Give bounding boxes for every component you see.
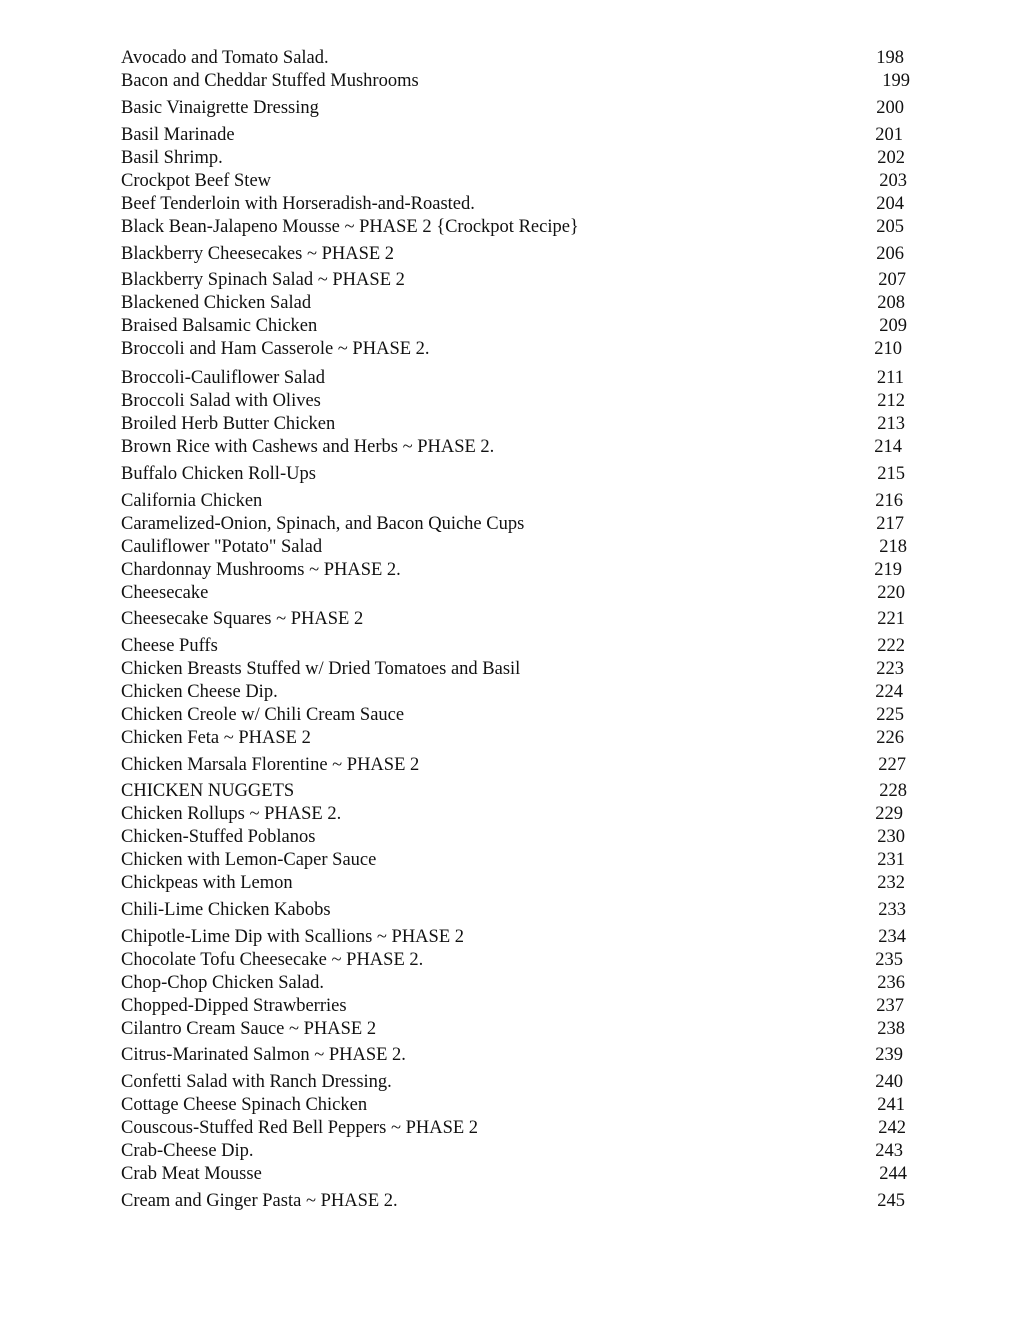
toc-entry [121, 392, 905, 414]
toc-entry-page-number: 209 [879, 316, 907, 336]
toc-entry [121, 1165, 905, 1187]
toc-entry-page-number: 244 [879, 1164, 907, 1184]
toc-entry [121, 1142, 905, 1164]
toc-entry [121, 561, 905, 583]
toc-entry-page-number: 210 [874, 339, 902, 359]
toc-entry-title: Black Bean-Jalapeno Mousse ~ PHASE 2 {Crockpot Recipe} [121, 217, 579, 237]
toc-entry-page-number: 234 [878, 927, 906, 947]
toc-entry-page-number: 223 [876, 659, 904, 679]
toc-entry [121, 951, 905, 973]
toc-entry-page-number: 203 [879, 171, 907, 191]
toc-entry-page-number: 230 [877, 827, 905, 847]
toc-entry [121, 683, 905, 705]
toc-entry-title: Blackberry Cheesecakes ~ PHASE 2 [121, 244, 395, 264]
toc-entry-title: Basic Vinaigrette Dressing [121, 98, 319, 118]
toc-entry-page-number: 220 [877, 583, 905, 603]
toc-entry-title: Chicken-Stuffed Poblanos [121, 827, 316, 847]
toc-entry-title: CHICKEN NUGGETS [121, 781, 295, 801]
toc-entry-title: Broccoli Salad with Olives [121, 391, 321, 411]
toc-entry [121, 294, 905, 316]
toc-entry-title: Confetti Salad with Ranch Dressing. [121, 1072, 392, 1092]
toc-entry-title: Cauliflower "Potato" Salad [121, 537, 323, 557]
toc-entry-title: Chicken Marsala Florentine ~ PHASE 2 [121, 755, 420, 775]
toc-entry [121, 99, 905, 121]
toc-entry-title: Cheese Puffs [121, 636, 218, 656]
toc-entry [121, 756, 905, 778]
toc-entry [121, 660, 905, 682]
toc-entry [121, 997, 905, 1019]
toc-entry-page-number: 215 [877, 464, 905, 484]
toc-entry [121, 828, 905, 850]
toc-entry-title: Basil Shrimp. [121, 148, 223, 168]
toc-entry-title: Chickpeas with Lemon [121, 873, 293, 893]
toc-entry [121, 1073, 905, 1095]
toc-entry-title: Broiled Herb Butter Chicken [121, 414, 336, 434]
toc-entry [121, 851, 905, 873]
toc-entry-page-number: 214 [874, 437, 902, 457]
toc-entry [121, 415, 905, 437]
toc-entry-page-number: 224 [875, 682, 903, 702]
toc-entry-title: Buffalo Chicken Roll-Ups [121, 464, 316, 484]
toc-entry-page-number: 208 [877, 293, 905, 313]
toc-entry-title: Cream and Ginger Pasta ~ PHASE 2. [121, 1191, 398, 1211]
toc-entry-title: Cheesecake Squares ~ PHASE 2 [121, 609, 364, 629]
toc-entry-page-number: 235 [875, 950, 903, 970]
toc-entry-title: Crockpot Beef Stew [121, 171, 272, 191]
toc-entry-page-number: 207 [878, 270, 906, 290]
toc-entry [121, 805, 905, 827]
toc-entry [121, 1020, 905, 1042]
toc-entry [121, 218, 905, 240]
toc-entry-title: Crab-Cheese Dip. [121, 1141, 254, 1161]
toc-entry-title: Chipotle-Lime Dip with Scallions ~ PHASE 2 [121, 927, 464, 947]
toc-entry-title: Chicken Breasts Stuffed w/ Dried Tomatoes and Basil [121, 659, 521, 679]
toc-entry-page-number: 236 [877, 973, 905, 993]
toc-entry-title: Chicken Creole w/ Chili Cream Sauce [121, 705, 405, 725]
toc-entry-title: Crab Meat Mousse [121, 1164, 262, 1184]
toc-entry-title: Couscous-Stuffed Red Bell Peppers ~ PHASE 2 [121, 1118, 479, 1138]
toc-entry-page-number: 222 [877, 636, 905, 656]
toc-entry-page-number: 228 [879, 781, 907, 801]
toc-entry-page-number: 212 [877, 391, 905, 411]
toc-entry-title: Beef Tenderloin with Horseradish-and-Roasted. [121, 194, 475, 214]
toc-entry [121, 584, 905, 606]
toc-entry [121, 369, 905, 391]
toc-entry [121, 706, 905, 728]
toc-entry-title: Brown Rice with Cashews and Herbs ~ PHASE 2. [121, 437, 495, 457]
toc-entry-title: Cottage Cheese Spinach Chicken [121, 1095, 368, 1115]
toc-entry-page-number: 231 [877, 850, 905, 870]
toc-entry-page-number: 204 [876, 194, 904, 214]
toc-entry [121, 245, 905, 267]
toc-entry [121, 974, 905, 996]
toc-entry-page-number: 232 [877, 873, 905, 893]
toc-entry-page-number: 237 [876, 996, 904, 1016]
toc-entry-page-number: 198 [876, 48, 904, 68]
toc-entry [121, 901, 905, 923]
toc-entry-title: Caramelized-Onion, Spinach, and Bacon Quiche Cups [121, 514, 525, 534]
toc-entry [121, 340, 905, 362]
toc-entry [121, 874, 905, 896]
toc-entry-page-number: 245 [877, 1191, 905, 1211]
toc-entry-page-number: 217 [876, 514, 904, 534]
toc-entry-title: Chop-Chop Chicken Salad. [121, 973, 324, 993]
toc-entry-page-number: 226 [876, 728, 904, 748]
toc-entry [121, 465, 905, 487]
toc-entry-page-number: 227 [878, 755, 906, 775]
toc-entry [121, 637, 905, 659]
toc-entry-page-number: 201 [875, 125, 903, 145]
toc-entry-title: Chicken Cheese Dip. [121, 682, 278, 702]
toc-entry-page-number: 239 [875, 1045, 903, 1065]
toc-entry [121, 438, 905, 460]
toc-entry-title: Chardonnay Mushrooms ~ PHASE 2. [121, 560, 401, 580]
toc-entry-page-number: 216 [875, 491, 903, 511]
toc-entry-title: Blackened Chicken Salad [121, 293, 312, 313]
toc-entry [121, 1046, 905, 1068]
toc-entry [121, 195, 905, 217]
toc-entry-title: Bacon and Cheddar Stuffed Mushrooms [121, 71, 419, 91]
toc-entry-page-number: 238 [877, 1019, 905, 1039]
toc-entry-page-number: 241 [877, 1095, 905, 1115]
toc-entry-title: Chicken Feta ~ PHASE 2 [121, 728, 311, 748]
toc-entry [121, 126, 905, 148]
toc-entry-title: Broccoli-Cauliflower Salad [121, 368, 325, 388]
toc-entry-title: Chicken with Lemon-Caper Sauce [121, 850, 377, 870]
toc-entry [121, 271, 905, 293]
toc-entry [121, 610, 905, 632]
toc-entry [121, 172, 905, 194]
toc-entry [121, 1119, 905, 1141]
toc-entry-title: Blackberry Spinach Salad ~ PHASE 2 [121, 270, 405, 290]
toc-entry-title: Citrus-Marinated Salmon ~ PHASE 2. [121, 1045, 406, 1065]
toc-entry [121, 729, 905, 751]
toc-entry-page-number: 225 [876, 705, 904, 725]
toc-entry [121, 928, 905, 950]
toc-entry [121, 1096, 905, 1118]
toc-entry-title: Chili-Lime Chicken Kabobs [121, 900, 331, 920]
toc-entry [121, 49, 905, 71]
toc-entry-page-number: 218 [879, 537, 907, 557]
toc-entry [121, 492, 905, 514]
toc-entry [121, 71, 910, 94]
toc-entry-title: Basil Marinade [121, 125, 235, 145]
toc-entry-page-number: 242 [878, 1118, 906, 1138]
toc-entry-page-number: 205 [876, 217, 904, 237]
toc-entry-page-number: 221 [877, 609, 905, 629]
toc-entry [121, 149, 905, 171]
toc-entry-page-number: 229 [875, 804, 903, 824]
toc-entry-title: Chopped-Dipped Strawberries [121, 996, 347, 1016]
toc-entry [121, 317, 905, 339]
toc-entry-title: Chocolate Tofu Cheesecake ~ PHASE 2. [121, 950, 424, 970]
toc-entry-title: Cilantro Cream Sauce ~ PHASE 2 [121, 1019, 377, 1039]
toc-entry-page-number: 243 [875, 1141, 903, 1161]
toc-entry-title: Braised Balsamic Chicken [121, 316, 318, 336]
toc-entry-page-number: 213 [877, 414, 905, 434]
toc-entry-page-number: 200 [876, 98, 904, 118]
toc-entry [121, 782, 905, 804]
toc-entry-title: Chicken Rollups ~ PHASE 2. [121, 804, 342, 824]
toc-entry-title: California Chicken [121, 491, 263, 511]
toc-entry-page-number: 219 [874, 560, 902, 580]
toc-entry-page-number: 233 [878, 900, 906, 920]
toc-entry-title: Avocado and Tomato Salad. [121, 48, 329, 68]
toc-entry-page-number: 206 [876, 244, 904, 264]
toc-entry-page-number: 199 [882, 71, 910, 91]
toc-entry-page-number: 202 [877, 148, 905, 168]
toc-entry-page-number: 211 [876, 368, 904, 388]
toc-entry [121, 515, 905, 537]
toc-entry-title: Broccoli and Ham Casserole ~ PHASE 2. [121, 339, 430, 359]
toc-entry-title: Cheesecake [121, 583, 209, 603]
toc-entry-page-number: 240 [875, 1072, 903, 1092]
toc-entry [121, 1192, 905, 1214]
toc-entry [121, 538, 905, 560]
